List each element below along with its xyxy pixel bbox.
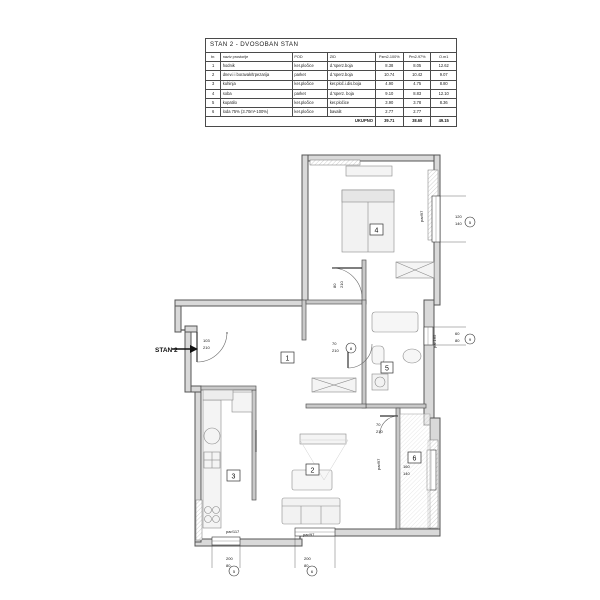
- cell-name: soba: [221, 89, 293, 98]
- dim-bath-window-bottom: 80: [455, 338, 460, 343]
- entrance-marker: [155, 345, 198, 354]
- cell-pod: ker.pločice: [292, 62, 327, 71]
- cell-pod: parket: [292, 71, 327, 80]
- cell-br: 4: [206, 89, 221, 98]
- entrance-label: STAN 2: [155, 347, 178, 354]
- header-zid: ZID: [328, 53, 375, 62]
- room-number-1: 1: [285, 355, 290, 363]
- bubble-2: 9: [468, 337, 472, 342]
- cell-zid: d.'sperz.boja: [328, 71, 375, 80]
- cell-om1: 12.10: [431, 89, 457, 98]
- cell-om1: 8.80: [431, 80, 457, 89]
- header-pod: POD: [292, 53, 327, 62]
- dim-parapet-bedroom: par/97: [419, 210, 424, 222]
- bubble-1: 5: [468, 220, 472, 225]
- cell-pzm2: 4.90: [375, 80, 404, 89]
- dim-loggia-door-bottom: 210: [376, 429, 383, 434]
- cell-pzm2: 2.77: [375, 108, 404, 117]
- cell-pm2: 4.75: [404, 80, 431, 89]
- cell-om1: 12.62: [431, 62, 457, 71]
- cell-pzm2: 3.90: [375, 98, 404, 107]
- cell-pzm2: 8.38: [375, 62, 404, 71]
- dim-parapet-living: par/97: [303, 532, 315, 537]
- total-label: UKUPNO: [206, 117, 376, 126]
- cell-om1: 9.07: [431, 71, 457, 80]
- cell-pod: ker.pločice: [292, 98, 327, 107]
- header-pm2: Pm2-97%: [404, 53, 431, 62]
- cell-om1: 8.36: [431, 98, 457, 107]
- cell-name: dnev.i i boravak/trpezarija: [221, 71, 293, 80]
- dim-bath-door-top: 70: [332, 341, 337, 346]
- cell-pm2: 8.83: [404, 89, 431, 98]
- cell-zid: bavalit: [328, 108, 375, 117]
- dim-bedroom-door-bottom: 210: [339, 281, 344, 288]
- dim-loggia-window-top: 160: [403, 464, 410, 469]
- cell-name: loda 75% (3.70m²-100%): [221, 108, 293, 117]
- cell-name: kupatilo: [221, 98, 293, 107]
- dim-parapet-loggia: par/97: [376, 458, 381, 470]
- cell-pod: parket: [292, 89, 327, 98]
- cell-pzm2: 10.74: [375, 71, 404, 80]
- room-number-2: 2: [310, 467, 315, 475]
- cell-zid: ker.pločice: [328, 98, 375, 107]
- dim-bottom-right-bottom: 80: [304, 563, 309, 568]
- total-om1: 49.15: [431, 117, 457, 126]
- header-om1: O.m1: [431, 53, 457, 62]
- bubble-4: 5: [232, 569, 236, 574]
- dim-loggia-door-top: 70: [376, 422, 381, 427]
- total-pzm2: 39.71: [375, 117, 404, 126]
- dim-bedroom-window-bottom: 140: [455, 221, 462, 226]
- header-name: naziv prostorije: [221, 53, 293, 62]
- room-number-3: 3: [231, 473, 236, 481]
- cell-pm2: 10.42: [404, 71, 431, 80]
- cell-pm2: 2.77: [404, 108, 431, 117]
- dim-entrance-door-bottom: 210: [203, 345, 210, 350]
- doors: [197, 268, 398, 452]
- room-number-6: 6: [412, 455, 417, 463]
- dim-bedroom-door-top: 80: [332, 283, 337, 288]
- cell-name: hodnik: [221, 62, 293, 71]
- cell-pod: ker.pločice: [292, 80, 327, 89]
- room-number-5: 5: [385, 365, 389, 373]
- dim-bedroom-window-top: 120: [455, 214, 462, 219]
- dim-bottom-right-top: 200: [304, 556, 311, 561]
- dim-loggia-window-bottom: 140: [403, 471, 410, 476]
- dim-bottom-left-top: 200: [226, 556, 233, 561]
- cell-pm2: 8.05: [404, 62, 431, 71]
- cell-pm2: 3.78: [404, 98, 431, 107]
- cell-pzm2: 9.10: [375, 89, 404, 98]
- bubble-3: 8: [349, 346, 353, 351]
- header-br: br.: [206, 53, 221, 62]
- cell-br: 1: [206, 62, 221, 71]
- cell-br: 6: [206, 108, 221, 117]
- cell-name: kuhinja: [221, 80, 293, 89]
- cell-br: 2: [206, 71, 221, 80]
- dim-parapet-kitchen: par/117: [226, 529, 240, 534]
- cell-zid: ker.ploč.i.dis.boja: [328, 80, 375, 89]
- dim-parapet-bath: par.165: [432, 334, 437, 348]
- cell-br: 3: [206, 80, 221, 89]
- dim-bottom-left-bottom: 80: [226, 563, 231, 568]
- dim-bath-door-bottom: 210: [332, 348, 339, 353]
- dim-bath-window-top: 60: [455, 331, 460, 336]
- room-number-4: 4: [374, 227, 379, 235]
- bubble-5: 6: [310, 569, 314, 574]
- total-pm2: 38.60: [404, 117, 431, 126]
- dim-entrance-door-top: 103: [203, 338, 210, 343]
- table-title: STAN 2 - DVOSOBAN STAN: [206, 39, 457, 53]
- cell-zid: d.'sperz. boja: [328, 89, 375, 98]
- cell-zid: d.'sperz.boja: [328, 62, 375, 71]
- header-pzm2: Pzm2-100%: [375, 53, 404, 62]
- cell-pod: ker.pločice: [292, 108, 327, 117]
- cell-br: 5: [206, 98, 221, 107]
